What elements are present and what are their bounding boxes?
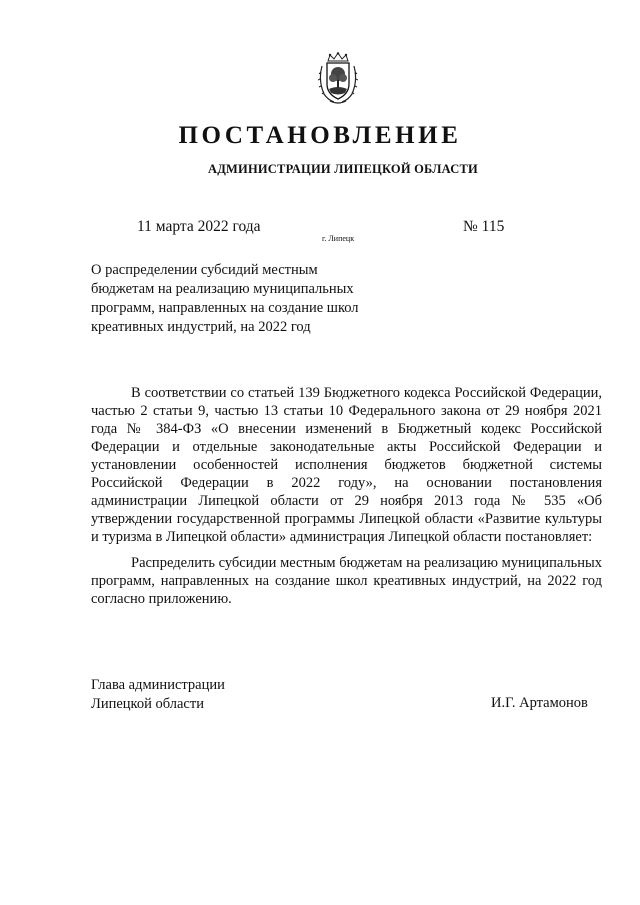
document-date: 11 марта 2022 года (137, 218, 261, 235)
subject-line: креативных индустрий, на 2022 год (91, 319, 311, 335)
signatory-name: И.Г. Артамонов (491, 695, 588, 711)
document-city: г. Липецк (322, 234, 355, 243)
subject-line: О распределении субсидий местным (91, 262, 318, 278)
body-paragraph: Распределить субсидии местным бюджетам на реализацию муниципальных программ, направленных на создание школ креативных индустрий, на 2022 год согласно приложению. (91, 555, 602, 607)
signatory-position (91, 676, 225, 714)
document-subject (91, 261, 361, 337)
body-paragraph: В соответствии со статьей 139 Бюджетного кодекса Российской Федерации, частью 2 статьи 9, частью 13 статьи 10 Федерального закона от 29 ноября 2021 года № 384-ФЗ «О внесении изменений в Бюджетный кодекс Российской Федерации и отдельные законодательные акты Российской Федерации и установлении особенностей исполнения бюджетов бюджетной системы Российской Федерации в 2022 году», на основании постановления администрации Липецкой области от 29 ноября 2013 года № 535 «Об утверждении государственной программы Липецкой области «Развитие культуры и туризма в Липецкой области» администрация Липецкой области постановляет: (91, 385, 602, 545)
subject-line: программ, направленных на создание школ (91, 300, 359, 316)
signatory-position-line: Липецкой области (91, 696, 204, 712)
document-body (91, 384, 602, 616)
document-title: ПОСТАНОВЛЕНИЕ (178, 122, 462, 149)
subject-line: бюджетам на реализацию муниципальных (91, 281, 354, 297)
signatory-position-line: Глава администрации (91, 677, 225, 693)
coat-of-arms-icon (318, 52, 358, 106)
document-number: № 115 (463, 218, 505, 235)
document-subtitle: АДМИНИСТРАЦИИ ЛИПЕЦКОЙ ОБЛАСТИ (208, 162, 478, 176)
